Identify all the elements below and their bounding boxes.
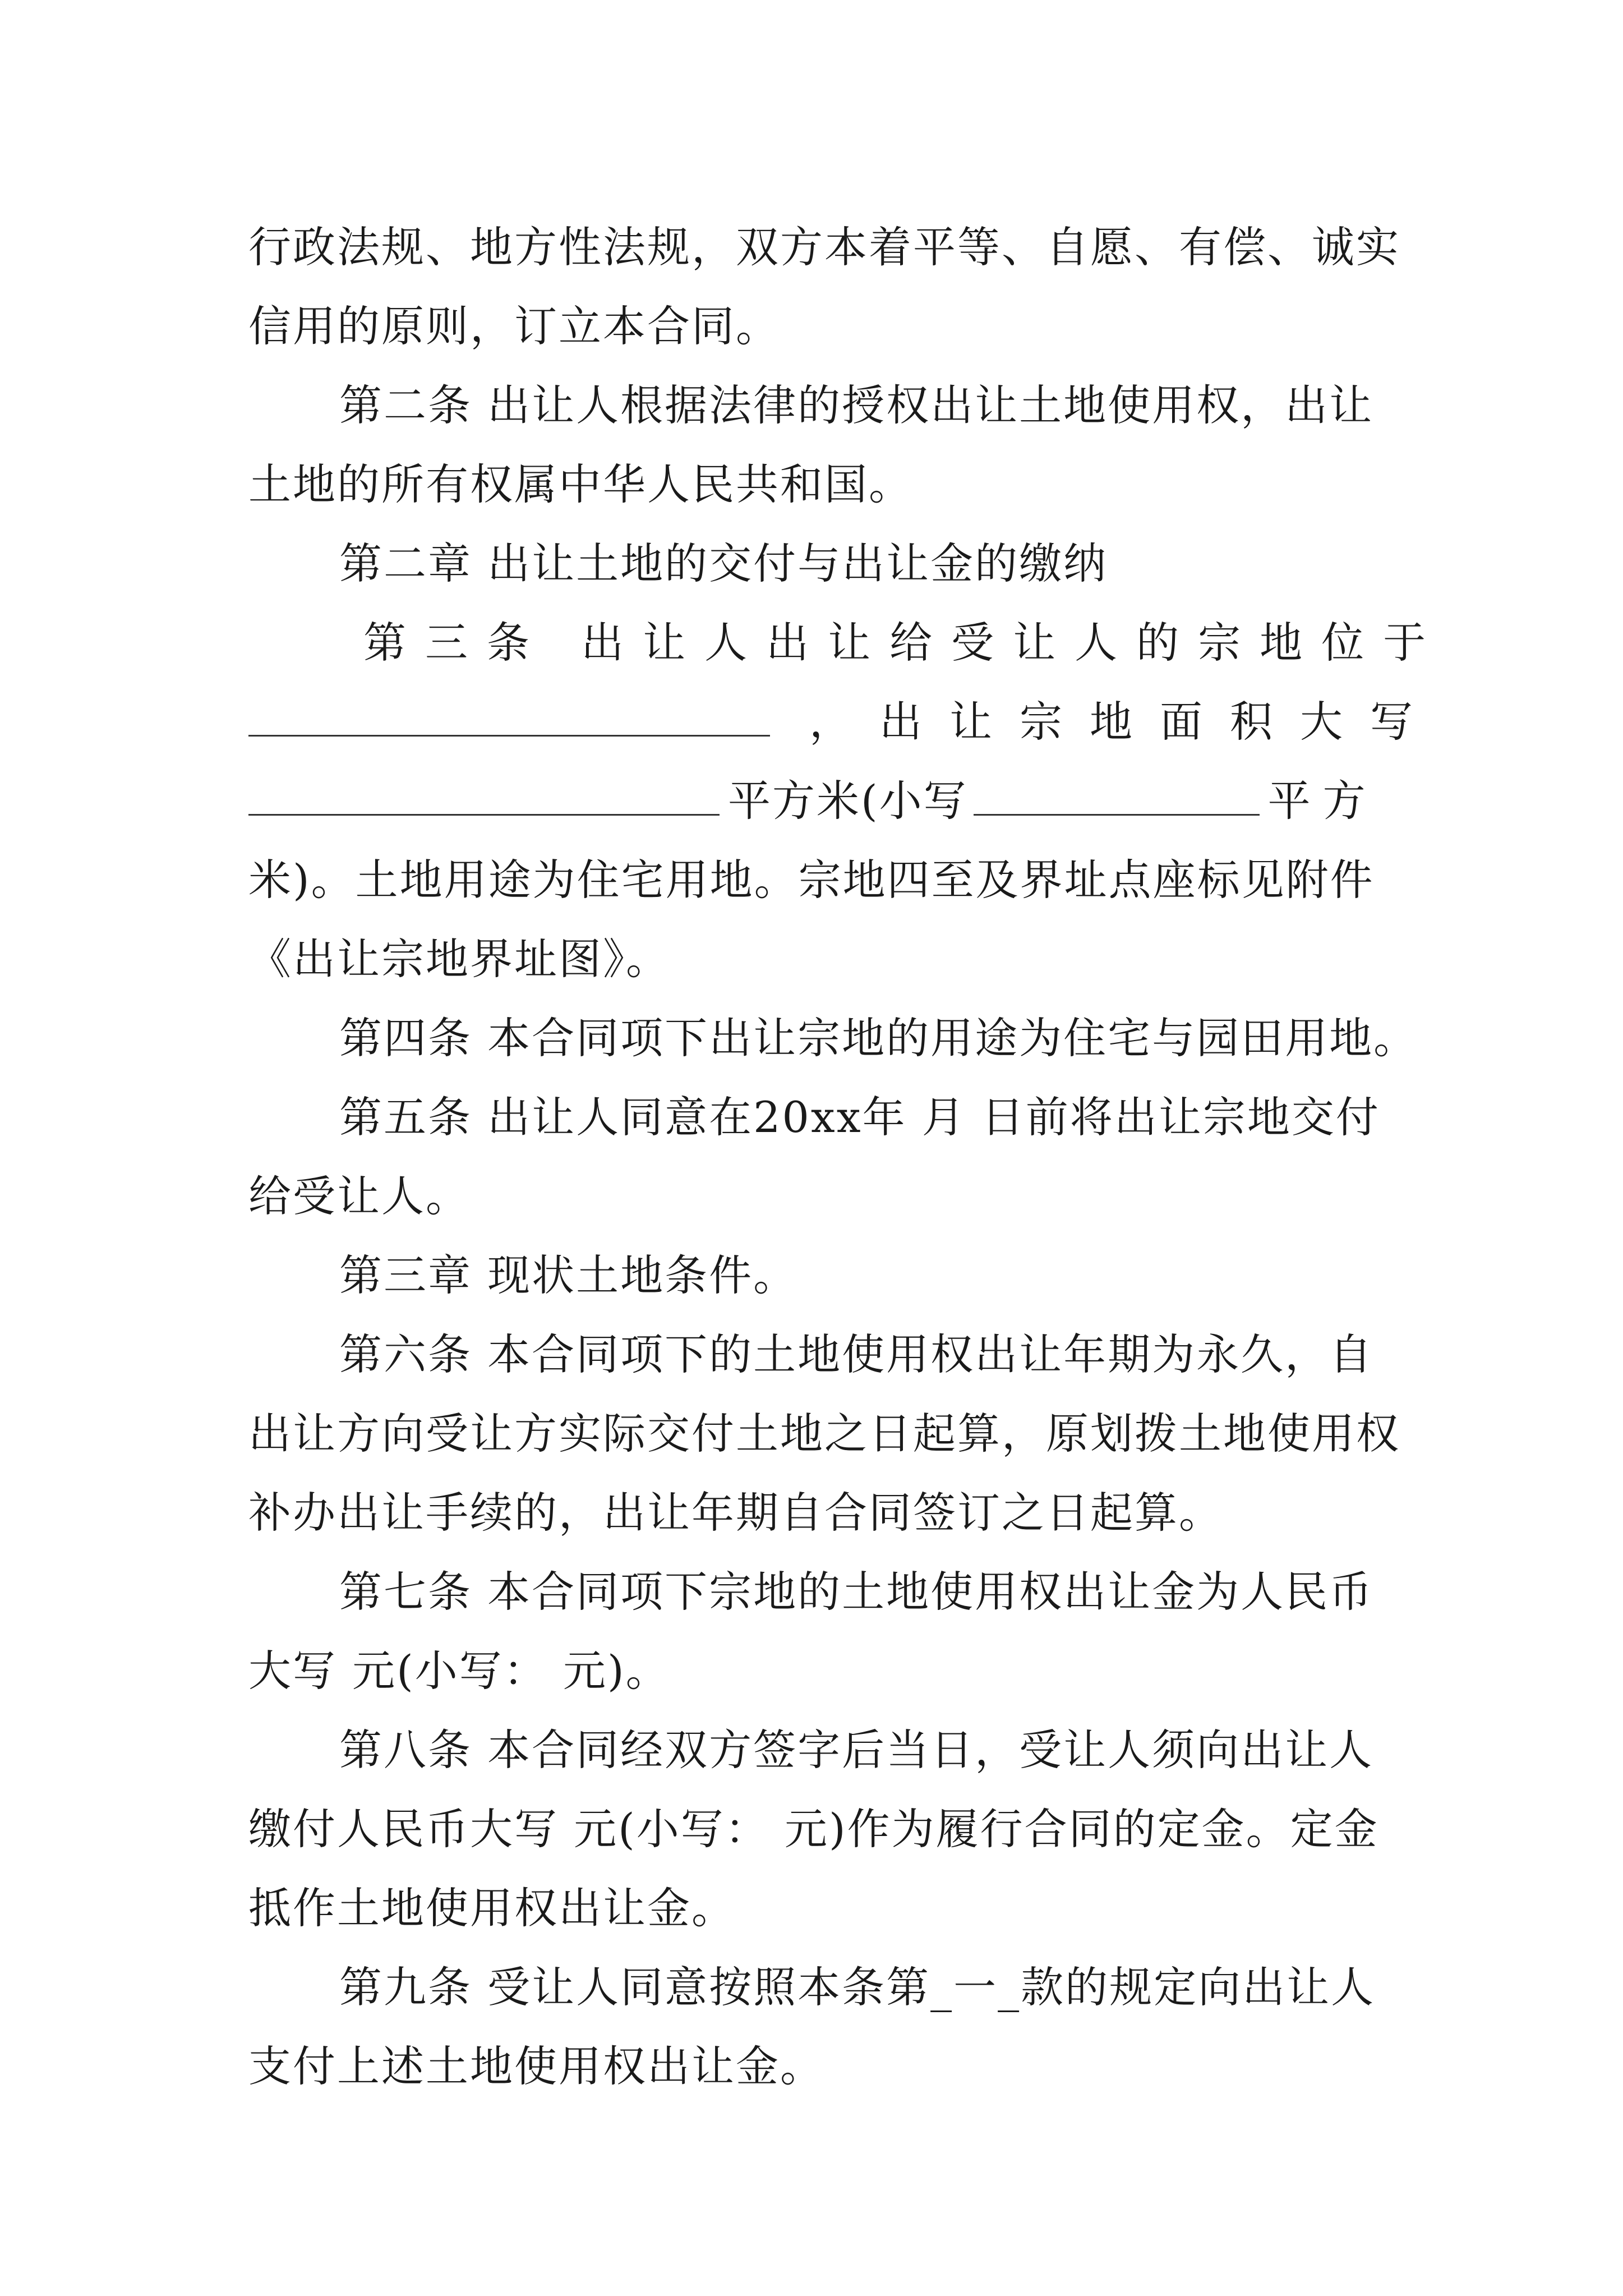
contract-text <box>248 208 1445 2106</box>
article-7-line: 第七条 本合同项下宗地的土地使用权出让金为人民币 <box>339 1567 1374 1617</box>
paragraph-line: 《出让宗地界址图》。 <box>248 934 670 984</box>
square-meter-label: 平方米(小写 <box>728 776 968 826</box>
area-uppercase-blank <box>248 775 720 816</box>
square-meter-label-2: 平方 <box>1267 776 1378 826</box>
location-blank <box>248 696 770 737</box>
article-6-line: 第六条 本合同项下的土地使用权出让年期为永久，自 <box>339 1329 1374 1379</box>
chapter-2-heading: 第二章 出让土地的交付与出让金的缴纳 <box>339 539 1108 588</box>
article-9-line: 第九条 受让人同意按照本条第_一_款的规定向出让人 <box>339 1962 1376 2012</box>
paragraph-line: 行政法规、地方性法规，双方本着平等、自愿、有偿、诚实 <box>248 222 1400 272</box>
paragraph-line: 缴付人民币大写 元(小写： 元)作为履行合同的定金。定金 <box>248 1804 1379 1854</box>
area-uppercase-label: ，出让宗地面积大写 <box>809 697 1440 747</box>
article-3-line: 第三条 出让人出让给受让人的宗地位于 <box>363 618 1445 668</box>
paragraph-line: 给受让人。 <box>248 1171 470 1221</box>
article-5-line: 第五条 出让人同意在20xx年 月 日前将出让宗地交付 <box>339 1092 1380 1142</box>
paragraph-line: 信用的原则，订立本合同。 <box>248 301 780 351</box>
paragraph-line: 大写 元(小写： 元)。 <box>248 1646 670 1696</box>
article-3-area-line-2 <box>248 761 1381 840</box>
article-3-area-line <box>248 682 1440 761</box>
area-lowercase-blank <box>974 775 1260 816</box>
chapter-3-heading: 第三章 现状土地条件。 <box>339 1250 798 1300</box>
paragraph-line: 支付上述土地使用权出让金。 <box>248 2041 824 2091</box>
paragraph-line: 土地的所有权属中华人民共和国。 <box>248 459 913 509</box>
paragraph-line: 米)。土地用途为住宅用地。宗地四至及界址点座标见附件 <box>248 855 1375 905</box>
article-4-line: 第四条 本合同项下出让宗地的用途为住宅与园田用地。 <box>339 1013 1418 1063</box>
paragraph-line: 出让方向受让方实际交付土地之日起算，原划拨土地使用权 <box>248 1409 1400 1458</box>
article-2-line: 第二条 出让人根据法律的授权出让土地使用权，出让 <box>339 380 1374 430</box>
paragraph-line: 抵作土地使用权出让金。 <box>248 1883 736 1933</box>
paragraph-line: 补办出让手续的，出让年期自合同签订之日起算。 <box>248 1488 1223 1538</box>
article-8-line: 第八条 本合同经双方签字后当日，受让人须向出让人 <box>339 1725 1374 1775</box>
